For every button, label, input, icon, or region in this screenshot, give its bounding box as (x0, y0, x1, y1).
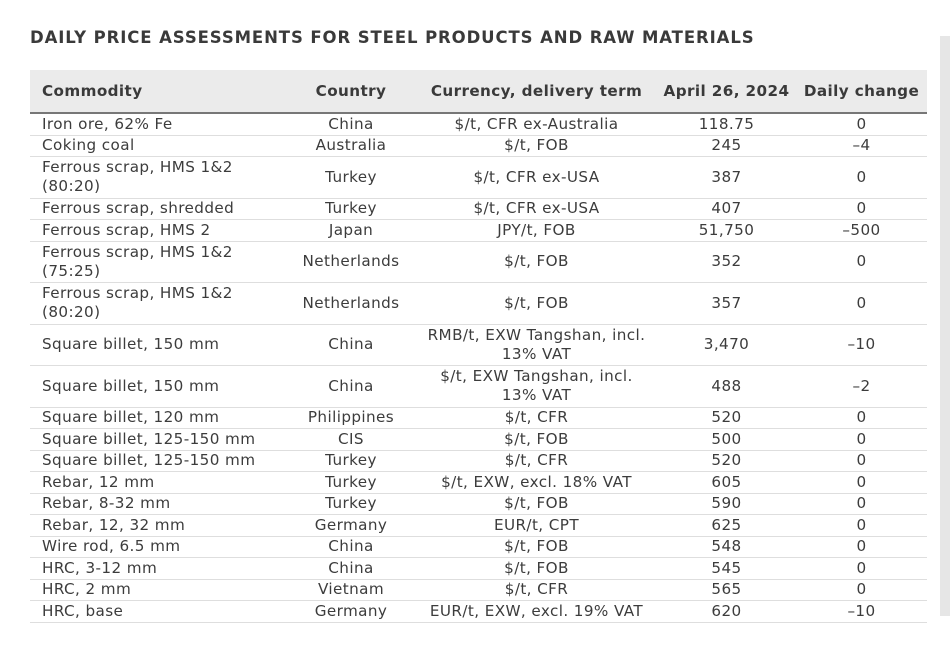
cell-commodity: Iron ore, 62% Fe (30, 113, 286, 135)
header-daily-change: Daily change (796, 70, 927, 113)
cell-commodity: Square billet, 150 mm (30, 324, 286, 366)
header-currency: Currency, delivery term (416, 70, 657, 113)
cell-currency: $/t, CFR ex-Australia (416, 113, 657, 135)
cell-country: China (286, 324, 416, 366)
header-country: Country (286, 70, 416, 113)
cell-commodity: Rebar, 12, 32 mm (30, 515, 286, 537)
cell-currency: $/t, CFR ex-USA (416, 157, 657, 199)
table-row (30, 135, 927, 157)
cell-currency: EUR/t, EXW, excl. 19% VAT (416, 601, 657, 623)
cell-currency: $/t, FOB (416, 429, 657, 451)
cell-daily-change: 0 (796, 472, 927, 494)
cell-price: 545 (657, 558, 796, 580)
cell-country: China (286, 558, 416, 580)
cell-currency: JPY/t, FOB (416, 220, 657, 242)
cell-price: 590 (657, 493, 796, 515)
cell-country: China (286, 536, 416, 558)
cell-price: 548 (657, 536, 796, 558)
table-row (30, 324, 927, 366)
table-row (30, 366, 927, 408)
page-title: DAILY PRICE ASSESSMENTS FOR STEEL PRODUCTS AND RAW MATERIALS (30, 28, 755, 47)
table-row (30, 472, 927, 494)
cell-country: Turkey (286, 198, 416, 220)
cell-price: 565 (657, 579, 796, 601)
cell-commodity: HRC, base (30, 601, 286, 623)
cell-currency: $/t, FOB (416, 135, 657, 157)
cell-price: 500 (657, 429, 796, 451)
table-row (30, 220, 927, 242)
table-row (30, 450, 927, 472)
cell-daily-change: –10 (796, 601, 927, 623)
cell-price: 605 (657, 472, 796, 494)
cell-country: Netherlands (286, 283, 416, 325)
cell-commodity: Square billet, 125-150 mm (30, 450, 286, 472)
cell-price: 118.75 (657, 113, 796, 135)
cell-country: Netherlands (286, 241, 416, 283)
cell-country: Turkey (286, 493, 416, 515)
cell-country: CIS (286, 429, 416, 451)
cell-currency: $/t, EXW, excl. 18% VAT (416, 472, 657, 494)
cell-currency: $/t, FOB (416, 283, 657, 325)
cell-daily-change: 0 (796, 113, 927, 135)
cell-commodity: Square billet, 120 mm (30, 407, 286, 429)
cell-price: 51,750 (657, 220, 796, 242)
table-row (30, 536, 927, 558)
cell-commodity: Square billet, 150 mm (30, 366, 286, 408)
cell-commodity: Rebar, 8-32 mm (30, 493, 286, 515)
cell-country: China (286, 113, 416, 135)
table-row (30, 198, 927, 220)
table-row (30, 558, 927, 580)
price-table (30, 70, 927, 623)
cell-currency: $/t, FOB (416, 536, 657, 558)
cell-daily-change: –4 (796, 135, 927, 157)
cell-currency: $/t, CFR (416, 450, 657, 472)
page-edge-bar (940, 36, 950, 616)
cell-commodity: Ferrous scrap, HMS 1&2 (80:20) (30, 283, 286, 325)
cell-currency: $/t, FOB (416, 493, 657, 515)
cell-commodity: Ferrous scrap, HMS 1&2 (80:20) (30, 157, 286, 199)
cell-country: Turkey (286, 472, 416, 494)
table-row (30, 241, 927, 283)
cell-country: Vietnam (286, 579, 416, 601)
cell-daily-change: –2 (796, 366, 927, 408)
cell-country: Philippines (286, 407, 416, 429)
table-row (30, 579, 927, 601)
cell-currency: $/t, CFR (416, 407, 657, 429)
cell-daily-change: 0 (796, 515, 927, 537)
cell-daily-change: 0 (796, 157, 927, 199)
cell-price: 620 (657, 601, 796, 623)
cell-commodity: HRC, 2 mm (30, 579, 286, 601)
cell-daily-change: 0 (796, 493, 927, 515)
table-row (30, 601, 927, 623)
cell-country: Japan (286, 220, 416, 242)
header-date: April 26, 2024 (657, 70, 796, 113)
table-row (30, 283, 927, 325)
cell-price: 357 (657, 283, 796, 325)
cell-daily-change: 0 (796, 536, 927, 558)
cell-daily-change: 0 (796, 241, 927, 283)
cell-price: 387 (657, 157, 796, 199)
table-row (30, 429, 927, 451)
cell-commodity: Square billet, 125-150 mm (30, 429, 286, 451)
cell-price: 3,470 (657, 324, 796, 366)
cell-price: 625 (657, 515, 796, 537)
cell-country: Turkey (286, 157, 416, 199)
cell-price: 245 (657, 135, 796, 157)
cell-currency: $/t, FOB (416, 241, 657, 283)
cell-commodity: Ferrous scrap, HMS 1&2 (75:25) (30, 241, 286, 283)
cell-currency: EUR/t, CPT (416, 515, 657, 537)
cell-daily-change: 0 (796, 558, 927, 580)
cell-commodity: HRC, 3-12 mm (30, 558, 286, 580)
cell-currency: RMB/t, EXW Tangshan, incl. 13% VAT (416, 324, 657, 366)
cell-price: 488 (657, 366, 796, 408)
cell-price: 407 (657, 198, 796, 220)
cell-daily-change: –500 (796, 220, 927, 242)
table-row (30, 515, 927, 537)
cell-currency: $/t, EXW Tangshan, incl. 13% VAT (416, 366, 657, 408)
cell-price: 520 (657, 407, 796, 429)
cell-daily-change: 0 (796, 407, 927, 429)
cell-currency: $/t, CFR (416, 579, 657, 601)
table-row (30, 113, 927, 135)
cell-daily-change: –10 (796, 324, 927, 366)
table-header-row (30, 70, 927, 113)
cell-daily-change: 0 (796, 198, 927, 220)
cell-commodity: Ferrous scrap, HMS 2 (30, 220, 286, 242)
cell-commodity: Rebar, 12 mm (30, 472, 286, 494)
table-body (30, 113, 927, 622)
cell-price: 520 (657, 450, 796, 472)
header-commodity: Commodity (30, 70, 286, 113)
cell-country: Turkey (286, 450, 416, 472)
cell-commodity: Ferrous scrap, shredded (30, 198, 286, 220)
cell-country: China (286, 366, 416, 408)
table-row (30, 407, 927, 429)
cell-daily-change: 0 (796, 450, 927, 472)
cell-country: Germany (286, 601, 416, 623)
cell-price: 352 (657, 241, 796, 283)
cell-currency: $/t, FOB (416, 558, 657, 580)
cell-commodity: Coking coal (30, 135, 286, 157)
cell-daily-change: 0 (796, 283, 927, 325)
cell-daily-change: 0 (796, 579, 927, 601)
cell-currency: $/t, CFR ex-USA (416, 198, 657, 220)
table-row (30, 493, 927, 515)
cell-country: Germany (286, 515, 416, 537)
cell-daily-change: 0 (796, 429, 927, 451)
cell-country: Australia (286, 135, 416, 157)
table-row (30, 157, 927, 199)
cell-commodity: Wire rod, 6.5 mm (30, 536, 286, 558)
